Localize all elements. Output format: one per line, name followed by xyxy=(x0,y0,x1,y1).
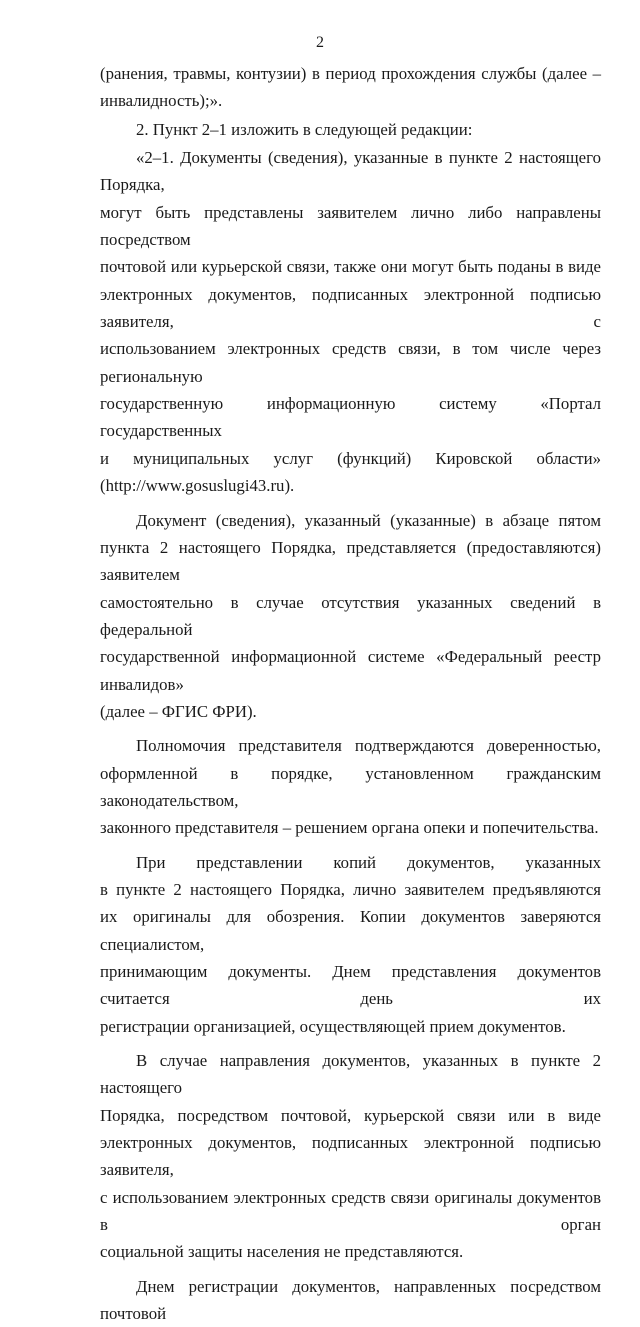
paragraph-line: инвалидность);». xyxy=(100,91,223,111)
paragraph-line: Днем регистрации документов, направленных посредством почтовой xyxy=(100,1276,601,1324)
paragraph-line: (ранения, травмы, контузии) в период прохождения службы (далее – xyxy=(100,64,601,83)
paragraph-1 xyxy=(100,60,601,115)
page-number: 2 xyxy=(316,34,324,51)
paragraph-line: самостоятельно в случае отсутствия указанных сведений в федеральной xyxy=(100,592,601,639)
paragraph-2 xyxy=(100,116,601,143)
paragraph-line: использованием электронных средств связи, в том числе через региональную xyxy=(100,339,601,386)
paragraph-line: пункта 2 настоящего Порядка, представляется (предоставляются) заявителем xyxy=(100,537,601,585)
paragraph-6 xyxy=(100,849,601,1040)
paragraph-line: (далее – ФГИС ФРИ). xyxy=(100,701,257,721)
paragraph-3 xyxy=(100,144,601,499)
paragraph-line: Документ (сведения), указанный (указанные) в абзаце пятом xyxy=(136,510,601,530)
paragraph-7 xyxy=(100,1047,601,1266)
paragraph-line: Полномочия представителя подтверждаются доверенностью, xyxy=(136,736,601,756)
paragraph-line: почтовой или курьерской связи, также они могут быть поданы в виде xyxy=(100,257,601,277)
paragraph-line: оформленной в порядке, установленном гражданским законодательством, xyxy=(100,763,601,810)
paragraph-line: «2–1. Документы (сведения), указанные в пункте 2 настоящего Порядка, xyxy=(100,148,601,195)
paragraph-line: В случае направления документов, указанных в пункте 2 настоящего xyxy=(100,1051,601,1098)
document-body xyxy=(100,60,601,1327)
paragraph-line: законного представителя – решением органа опеки и попечительства. xyxy=(100,818,599,838)
paragraph-line: 2. Пункт 2–1 изложить в следующей редакции: xyxy=(136,119,473,139)
paragraph-line: (http://www.gosuslugi43.ru). xyxy=(100,476,295,496)
paragraph-4 xyxy=(100,507,601,726)
paragraph-line: государственной информационной системе «Федеральный реестр инвалидов» xyxy=(100,647,601,694)
paragraph-line: принимающим документы. Днем представления документов считается день их xyxy=(100,962,601,1009)
paragraph-line: регистрации организацией, осуществляющей прием документов. xyxy=(100,1016,566,1036)
paragraph-line: могут быть представлены заявителем лично либо направлены посредством xyxy=(100,202,601,250)
paragraph-line: их оригиналы для обозрения. Копии документов заверяются специалистом, xyxy=(100,907,601,954)
paragraph-line: При представлении копий документов, указанных xyxy=(136,852,601,872)
paragraph-line: государственную информационную систему «Портал государственных xyxy=(100,394,601,441)
paragraph-line: электронных документов, подписанных электронной подписью заявителя, с xyxy=(100,284,601,332)
paragraph-line: социальной защиты населения не представляются. xyxy=(100,1242,464,1262)
paragraph-8 xyxy=(100,1273,601,1327)
paragraph-line: и муниципальных услуг (функций) Кировской области» xyxy=(100,448,601,468)
paragraph-line: электронных документов, подписанных электронной подписью заявителя, xyxy=(100,1133,601,1180)
paragraph-line: Порядка, посредством почтовой, курьерской связи или в виде xyxy=(100,1105,601,1125)
paragraph-5 xyxy=(100,732,601,841)
paragraph-line: в пункте 2 настоящего Порядка, лично заявителем предъявляются xyxy=(100,879,601,899)
paragraph-line: с использованием электронных средств связи оригиналы документов в орган xyxy=(100,1187,601,1235)
